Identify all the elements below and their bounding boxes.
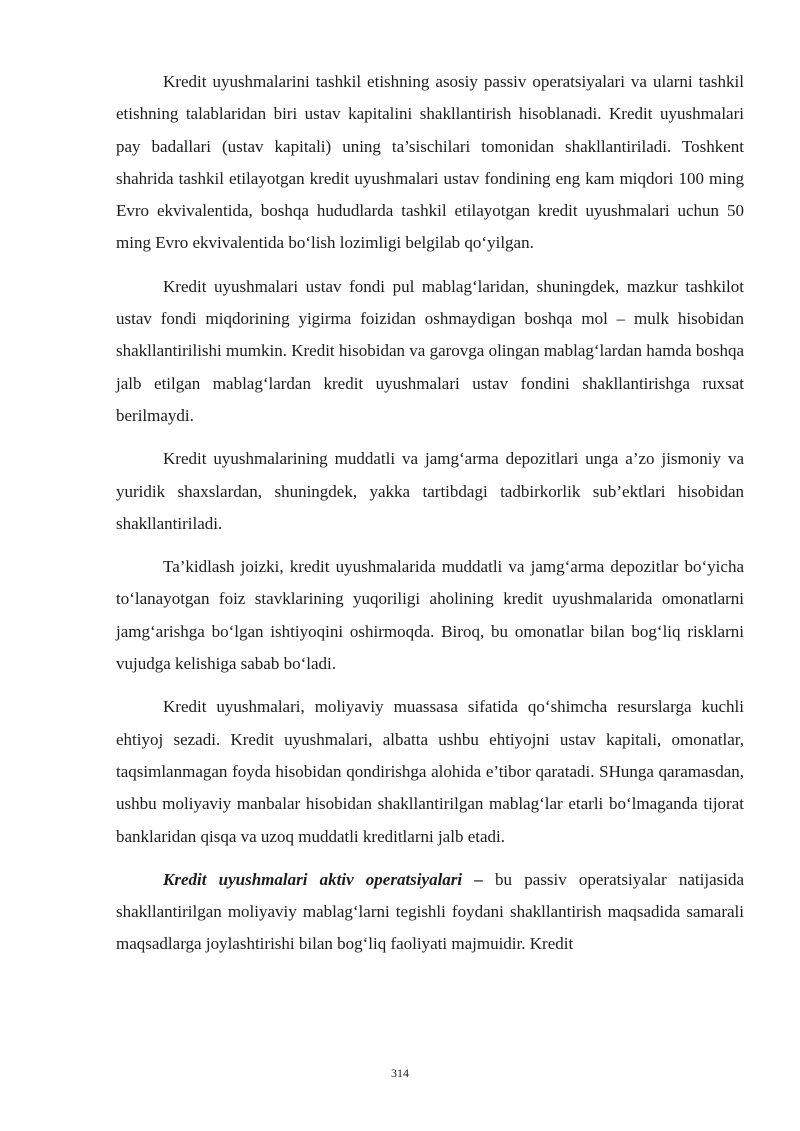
page-number: 314 [391, 1066, 409, 1080]
paragraph-4: Ta’kidlash joizki, kredit uyushmalarida muddatli va jamg‘arma depozitlar bo‘yicha to‘lanayotgan foiz stavklarining yuqoriligi aholining kredit uyushmalarida omonatlarni jamg‘arishga bo‘lgan ishtiyoqini oshirmoqda. Biroq, bu omonatlar bilan bog‘liq risklarni vujudga kelishiga sabab bo‘ladi. [116, 557, 744, 674]
paragraph-6 [116, 864, 744, 961]
defined-term: Kredit uyushmalari aktiv operatsiyalari – [163, 869, 483, 889]
paragraph-6-text: bu passiv operatsiyalar natijasida shakllantirilgan moliyaviy mablag‘larni tegishli foydani shakllantirish maqsadida samarali maqsadlarga joylashtirishi bilan bog‘liq faoliyati majmuidir. Kredit [116, 869, 744, 954]
paragraph-2: Kredit uyushmalari ustav fondi pul mablag‘laridan, shuningdek, mazkur tashkilot ustav fondi miqdorining yigirma foizidan oshmaydigan boshqa mol – mulk hisobidan shakllantirilishi mumkin. Kredit hisobidan va garovga olingan mablag‘lardan hamda boshqa jalb etilgan mablag‘lardan kredit uyushmalari ustav fondini shakllantirishga ruxsat berilmaydi. [116, 276, 744, 425]
body-text [116, 66, 744, 971]
paragraph-1: Kredit uyushmalarini tashkil etishning asosiy passiv operatsiyalari va ularni tashkil etishning talablaridan biri ustav kapitalini shakllantirish hisoblanadi. Kredit uyushmalari pay badallari (ustav kapitali) uning ta’sischilari tomonidan shakllantiriladi. Toshkent shahrida tashkil etilayotgan kredit uyushmalari ustav fondining eng kam miqdori 100 ming Evro ekvivalentida, boshqa hududlarda tashkil etilayotgan kredit uyushmalari uchun 50 ming Evro ekvivalentida bo‘lish lozimligi belgilab qo‘yilgan. [116, 72, 744, 253]
paragraph-3: Kredit uyushmalarining muddatli va jamg‘arma depozitlari unga a’zo jismoniy va yuridik shaxslardan, shuningdek, yakka tartibdagi tadbirkorlik sub’ektlari hisobidan shakllantiriladi. [116, 449, 744, 533]
paragraph-5: Kredit uyushmalari, moliyaviy muassasa sifatida qo‘shimcha resurslarga kuchli ehtiyoj sezadi. Kredit uyushmalari, albatta ushbu ehtiyojni ustav kapitali, omonatlar, taqsimlanmagan foyda hisobidan qondirishga alohida e’tibor qaratadi. SHunga qaramasdan, ushbu moliyaviy manbalar hisobidan shakllantirilgan mablag‘lar etarli bo‘lmaganda tijorat banklaridan qisqa va uzoq muddatli kreditlarni jalb etadi. [116, 697, 744, 846]
